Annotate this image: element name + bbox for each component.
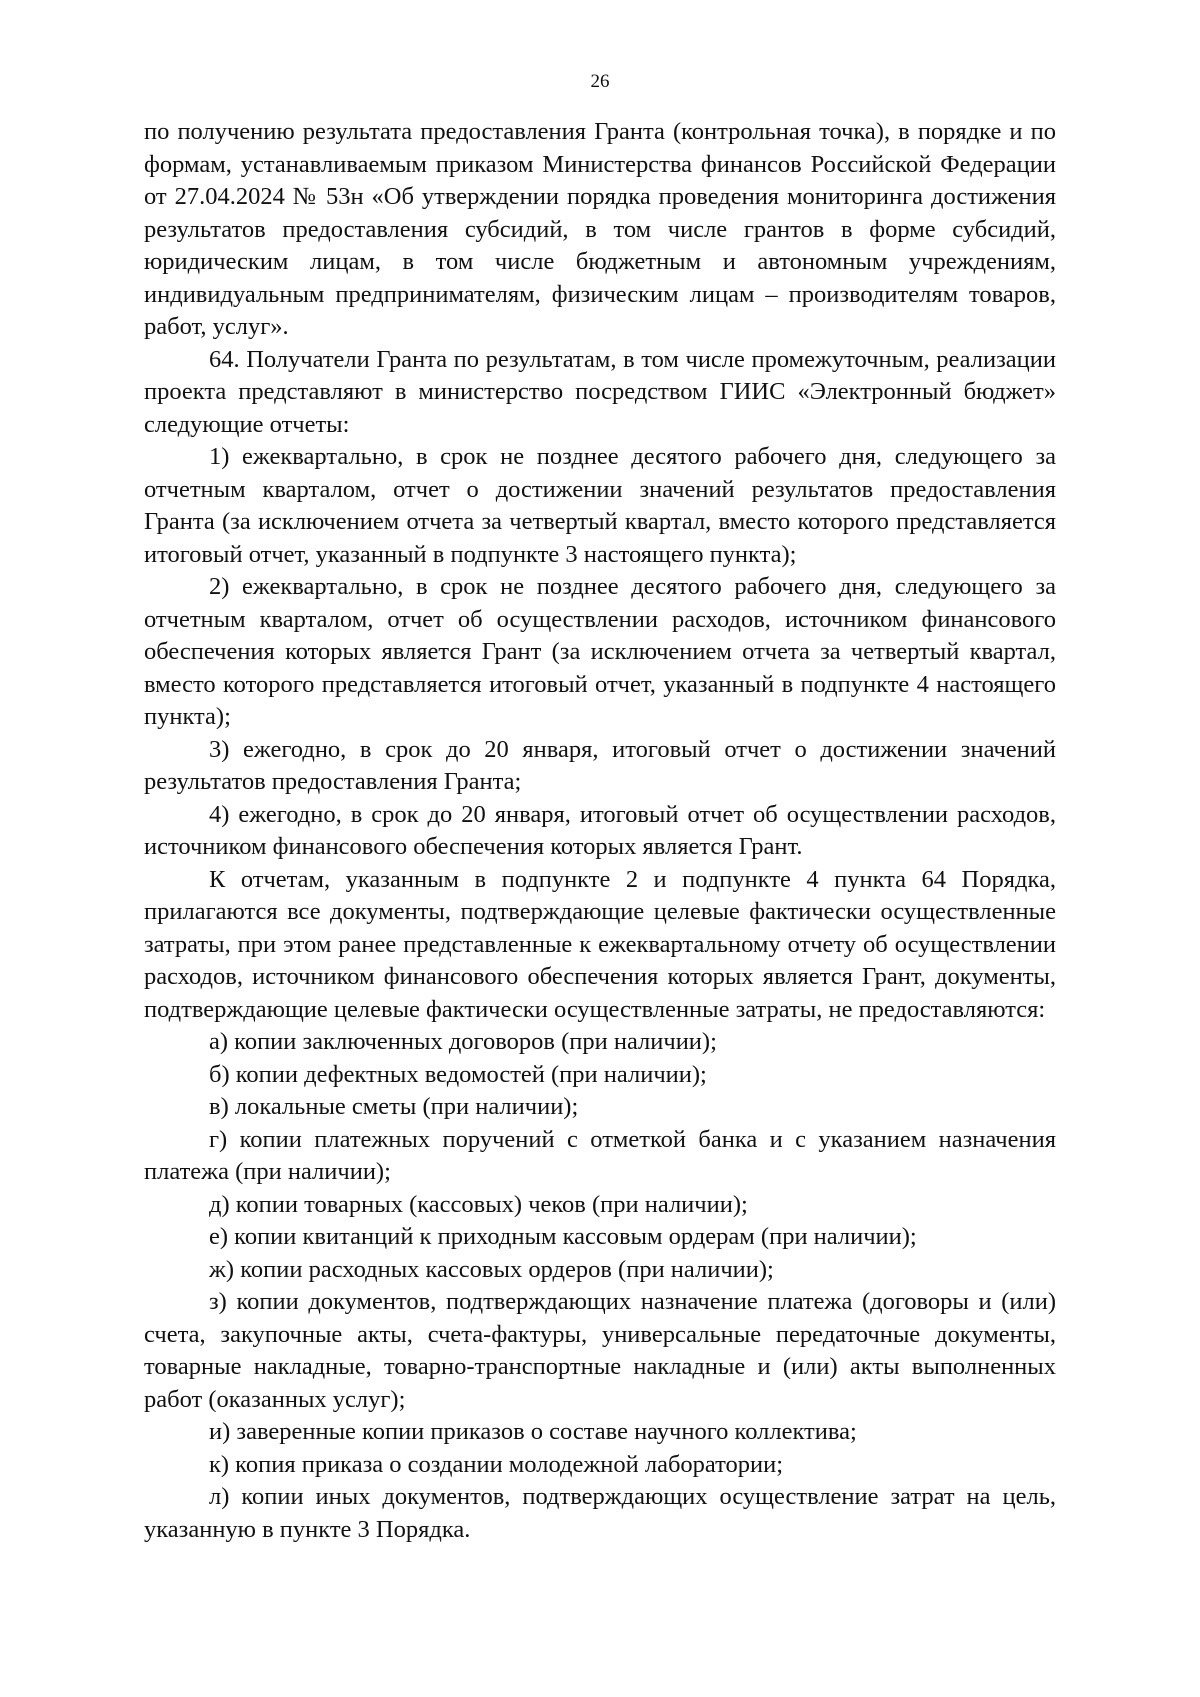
list-item-l: л) копии иных документов, подтверждающих осуществление затрат на цель, указанную в пункте 3 Порядка. (144, 1483, 1056, 1543)
paragraph-subitem-2: 2) ежеквартально, в срок не позднее десятого рабочего дня, следующего за отчетным кварталом, отчет об осуществлении расходов, источником финансового обеспечения которых является Грант (за исключением отчета за четвертый квартал, вместо которого представляется итоговый отчет, указанный в подпункте 4 настоящего пункта); (144, 573, 1056, 730)
paragraph-subitem-3: 3) ежегодно, в срок до 20 января, итоговый отчет о достижении значений результатов предоставления Гранта; (144, 735, 1056, 795)
page-number: 26 (590, 71, 610, 92)
list-item-k: к) копия приказа о создании молодежной лаборатории; (209, 1450, 784, 1478)
paragraph-attachments: К отчетам, указанным в подпункте 2 и подпункте 4 пункта 64 Порядка, прилагаются все документы, подтверждающие целевые фактически осуществленные затраты, при этом ранее представленные к ежеквартальному отчету об осуществлении расходов, источником финансового обеспечения которых является Грант, документы, подтверждающие целевые фактически осуществленные затраты, не предоставляются: (144, 865, 1056, 1023)
list-item-i: и) заверенные копии приказов о составе научного коллектива; (209, 1418, 857, 1445)
paragraph-subitem-1: 1) ежеквартально, в срок не позднее десятого рабочего дня, следующего за отчетным кварталом, отчет о достижении значений результатов предоставления Гранта (за исключением отчета за четвертый квартал, вместо которого представляется итоговый отчет, указанный в подпункте 3 настоящего пункта); (144, 443, 1056, 568)
list-item-d: д) копии товарных (кассовых) чеков (при наличии); (209, 1190, 748, 1218)
list-item-a: а) копии заключенных договоров (при наличии); (209, 1028, 717, 1055)
paragraph-subitem-4: 4) ежегодно, в срок до 20 января, итоговый отчет об осуществлении расходов, источником финансового обеспечения которых является Грант. (144, 800, 1056, 860)
list-item-b: б) копии дефектных ведомостей (при наличии); (209, 1060, 707, 1088)
list-item-zh: ж) копии расходных кассовых ордеров (при наличии); (209, 1255, 774, 1283)
paragraph-item-64: 64. Получатели Гранта по результатам, в том числе промежуточным, реализации проекта представляют в министерство посредством ГИИС «Электронный бюджет» следующие отчеты: (144, 345, 1056, 438)
list-item-z: з) копии документов, подтверждающих назначение платежа (договоры и (или) счета, закупочные акты, счета-фактуры, универсальные передаточные документы, товарные накладные, товарно-транспортные накладные и (или) акты выполненных работ (оказанных услуг); (144, 1288, 1056, 1413)
list-item-v: в) локальные сметы (при наличии); (209, 1093, 579, 1120)
document-body (144, 116, 1056, 1546)
list-item-g: г) копии платежных поручений с отметкой банка и с указанием назначения платежа (при наличии); (144, 1125, 1056, 1185)
list-item-e: е) копии квитанций к приходным кассовым ордерам (при наличии); (209, 1223, 917, 1250)
paragraph-continuation: по получению результата предоставления Гранта (контрольная точка), в порядке и по формам, устанавливаемым приказом Министерства финансов Российской Федерации от 27.04.2024 № 53н «Об утверждении порядка проведения мониторинга достижения результатов предоставления субсидий, в том числе грантов в форме субсидий, юридическим лицам, в том числе бюджетным и автономным учреждениям, индивидуальным предпринимателям, физическим лицам – производителям товаров, работ, услуг». (144, 118, 1056, 340)
